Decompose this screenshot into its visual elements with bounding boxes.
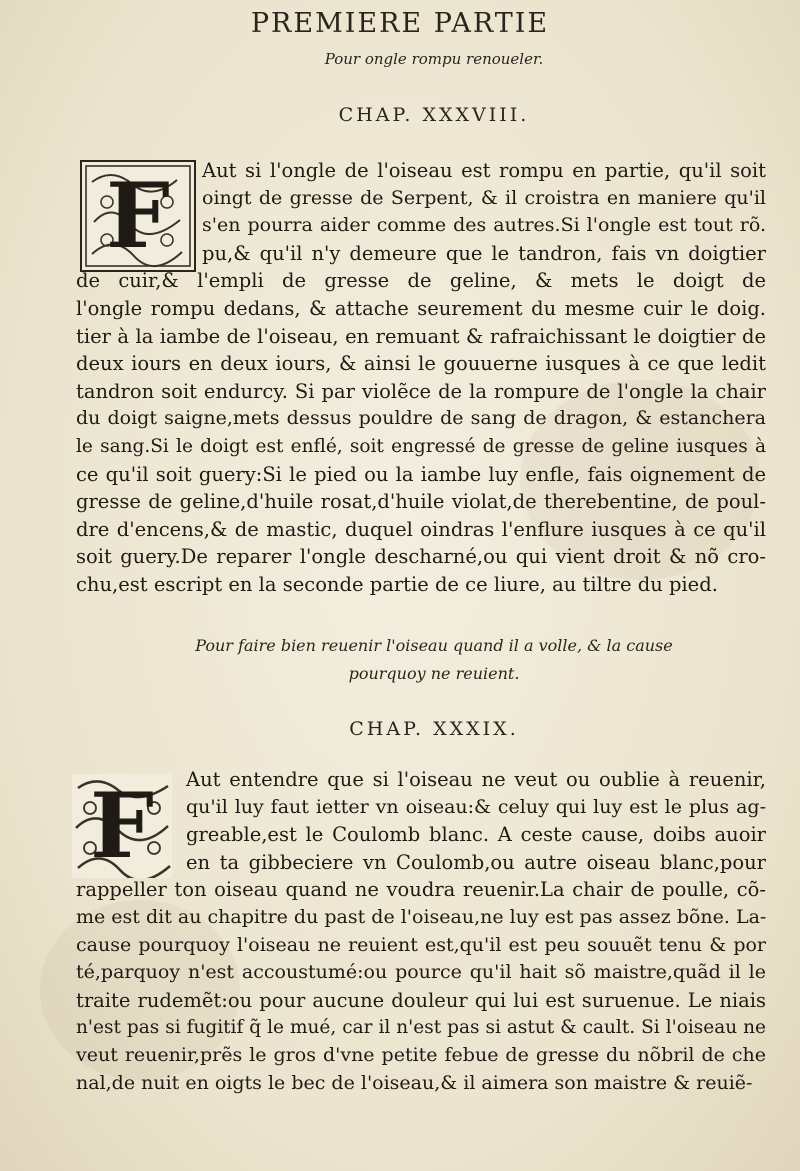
text-line: cause pourquoy l'oiseau ne reuient est,qu'il est peu souuẽt tenu & por [76,933,766,956]
chapter-title-line: Pour faire bien reuenir l'oiseau quand il a volle, & la cause [195,636,673,655]
text-line: chu,est escript en la seconde partie de ce liure, au tiltre du pied. [76,572,718,596]
chapter-text [76,157,766,599]
chapter-heading: CHAP. XXXVIII. [338,104,530,126]
text-line: veut reuenir,prẽs le gros d'vne petite febue de gresse du nõbril de che [76,1043,766,1066]
dropcap-letter: F [106,163,170,269]
chapter-title-line: pourquoy ne reuient. [348,664,520,683]
text-line: té,parquoy n'est accoustumé:ou pource qu'il hait sõ maistre,quãd il le [76,961,766,984]
text-line: dre d'encens,& de mastic, duquel oindras l'enflure iusques à ce qu'il [76,517,766,541]
text-line: greable,est le Coulomb blanc. A ceste cause, doibs auoir [186,823,766,847]
text-line: traite rudemẽt:ou pour aucune douleur qui lui est suruenue. Le niais [76,988,766,1012]
chapter-title [0,632,800,688]
text-line: nal,de nuit en oigts le bec de l'oiseau,& il aimera son maistre & reuiẽ- [76,1071,753,1094]
text-line: gresse de geline,d'huile rosat,d'huile violat,de therebentine, de poul- [76,490,766,514]
section-subtitle: Pour ongle rompu renoueler. [324,50,544,68]
running-head: PREMIERE PARTIE [250,8,550,39]
text-line: deux iours en deux iours, & ainsi le gouuerne iusques à ce que ledit [76,352,766,376]
text-line: ce qu'il soit guery:Si le pied ou la iambe luy enfle, fais oignement de [76,462,766,486]
text-line: de cuir,& l'empli de gresse de geline, & mets le doigt de [76,269,766,293]
text-line: s'en pourra aider comme des autres.Si l'ongle est tout rõ. [202,214,766,237]
chapter-text [76,766,766,1097]
text-line: soit guery.De reparer l'ongle descharné,ou qui vient droit & nõ cro- [76,545,766,569]
text-line: n'est pas si fugitif q̃ le mué, car il n'est pas si astut & cault. Si l'oiseau ne [76,1017,766,1039]
text-line: oingt de gresse de Serpent, & il croistra en maniere qu'il [202,186,766,209]
text-line: Aut si l'ongle de l'oiseau est rompu en partie, qu'il soit [202,159,766,182]
text-line: le sang.Si le doigt est enflé, soit engressé de gresse de geline iusques à [76,435,766,457]
text-line: rappeller ton oiseau quand ne voudra reuenir.La chair de poulle, cõ- [76,878,766,902]
text-line: tier à la iambe de l'oiseau, en remuant & rafraichissant le doigtier de [76,324,766,348]
chapter-heading: CHAP. XXXIX. [349,718,519,740]
text-line: pu,& qu'il n'y demeure que le tandron, fais vn doigtier [202,241,766,265]
text-line: me est dit au chapitre du past de l'oiseau,ne luy est pas assez bõne. La- [76,905,767,928]
dropcap-letter: F [90,774,154,878]
text-line: qu'il luy faut ietter vn oiseau:& celuy qui luy est le plus ag- [186,795,766,818]
text-line: du doigt saigne,mets dessus pouldre de sang de dragon, & estanchera [76,407,766,430]
text-line: Aut entendre que si l'oiseau ne veut ou oublie à reuenir, [186,768,766,791]
text-line: l'ongle rompu dedans, & attache seurement du mesme cuir le doig. [76,296,766,320]
text-line: tandron soit endurcy. Si par violẽce de la rompure de l'ongle la chair [76,379,766,403]
text-line: en ta gibbeciere vn Coulomb,ou autre oiseau blanc,pour [186,850,766,874]
